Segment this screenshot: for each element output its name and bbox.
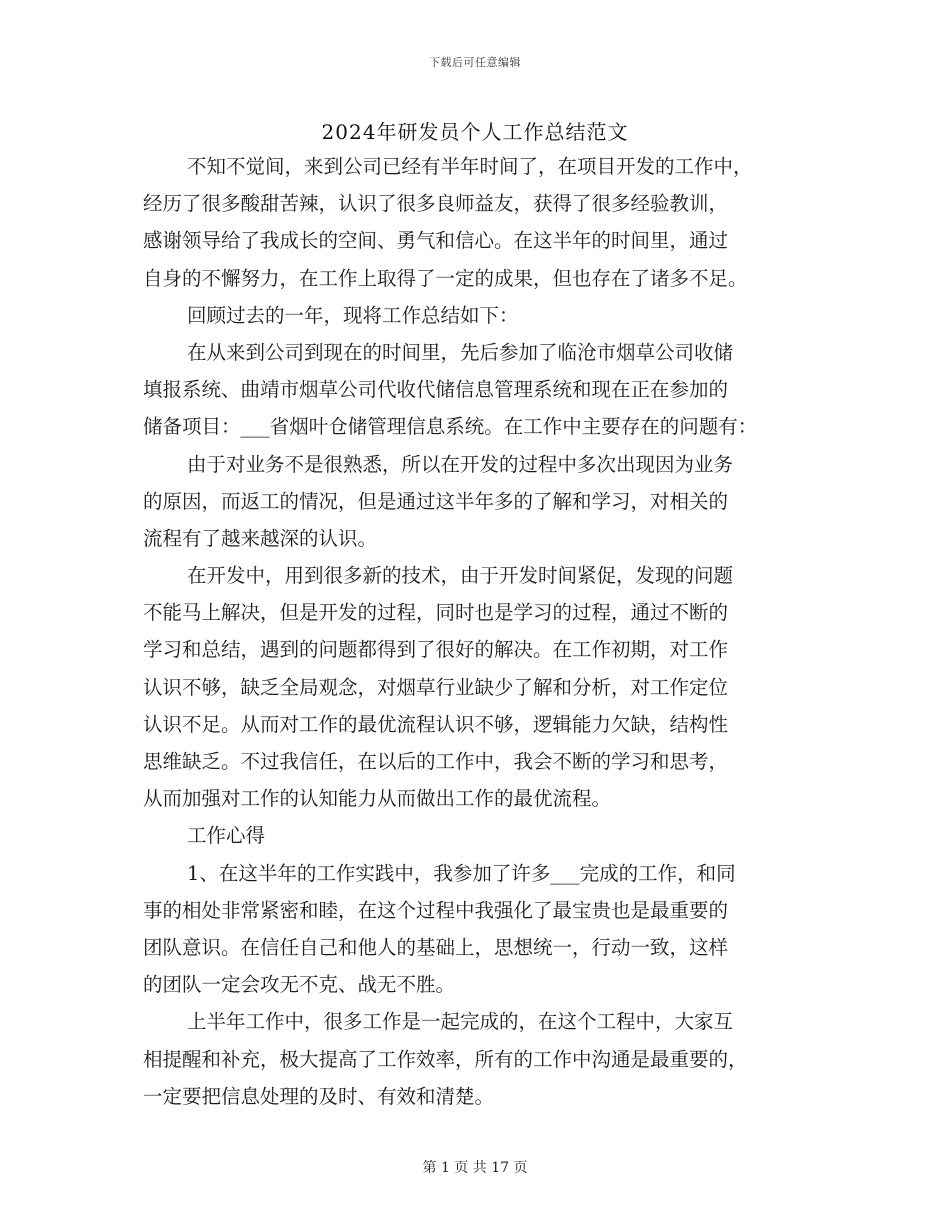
page-number: 第 1 页 共 17 页 — [422, 1160, 528, 1176]
paragraph-line: 的团队一定会攻无不克、战无不胜。 — [143, 973, 456, 997]
section-heading: 工作心得 — [187, 824, 266, 848]
paragraph-line: 回顾过去的一年，现将工作总结如下： — [187, 303, 519, 327]
paragraph-line: 学习和总结，遇到的问题都得到了很好的解决。在工作初期，对工作 — [143, 638, 729, 662]
paragraph-line: 在从来到公司到现在的时间里，先后参加了临沧市烟草公司收储 — [187, 340, 734, 364]
paragraph-line: 感谢领导给了我成长的空间、勇气和信心。在这半年的时间里，通过 — [143, 229, 729, 253]
document-body — [143, 148, 815, 1115]
paragraph-line: 不知不觉间，来到公司已经有半年时间了，在项目开发的工作中， — [187, 155, 753, 178]
paragraph-line: 由于对业务不是很熟悉，所以在开发的过程中多次出现因为业务 — [187, 452, 734, 476]
paragraph-line: 在开发中，用到很多新的技术，由于开发时间紧促，发现的问题 — [187, 564, 734, 588]
paragraph-line: 一定要把信息处理的及时、有效和清楚。 — [143, 1084, 495, 1108]
paragraph-line: 相提醒和补充，极大提高了工作效率，所有的工作中沟通是最重要的， — [143, 1047, 748, 1071]
paragraph-line: 填报系统、曲靖市烟草公司代收代储信息管理系统和现在正在参加的 — [143, 378, 729, 402]
paragraph-line: 储备项目：___省烟叶仓储管理信息系统。在工作中主要存在的问题有： — [143, 415, 758, 439]
paragraph-line: 流程有了越来越深的认识。 — [143, 526, 378, 550]
paragraph-line: 上半年工作中，很多工作是一起完成的，在这个工程中，大家互 — [187, 1010, 734, 1034]
paragraph-line: 认识不足。从而对工作的最优流程认识不够，逻辑能力欠缺，结构性 — [143, 712, 729, 736]
paragraph-line: 事的相处非常紧密和睦，在这个过程中我强化了最宝贵也是最重要的 — [143, 898, 729, 922]
paragraph-line: 团队意识。在信任自己和他人的基础上，思想统一，行动一致，这样 — [143, 935, 729, 959]
paragraph-line: 思维缺乏。不过我信任，在以后的工作中，我会不断的学习和思考， — [143, 750, 729, 773]
paragraph-line: 自身的不懈努力，在工作上取得了一定的成果，但也存在了诸多不足。 — [143, 266, 748, 290]
paragraph-line: 经历了很多酸甜苦辣，认识了很多良师益友，获得了很多经验教训， — [143, 192, 729, 216]
paragraph-line: 从而加强对工作的认知能力从而做出工作的最优流程。 — [143, 787, 612, 811]
document-title: 2024年研发员个人工作总结范文 — [321, 120, 629, 144]
paragraph-line: 的原因，而返工的情况，但是通过这半年多的了解和学习，对相关的 — [143, 489, 729, 513]
header-note: 下载后可任意编辑 — [429, 56, 521, 69]
paragraph-line: 1、在这半年的工作实践中，我参加了许多___完成的工作，和同 — [187, 861, 736, 885]
paragraph-line: 不能马上解决，但是开发的过程，同时也是学习的过程，通过不断的 — [143, 601, 729, 625]
paragraph-line: 认识不够，缺乏全局观念，对烟草行业缺少了解和分析，对工作定位 — [143, 675, 729, 699]
